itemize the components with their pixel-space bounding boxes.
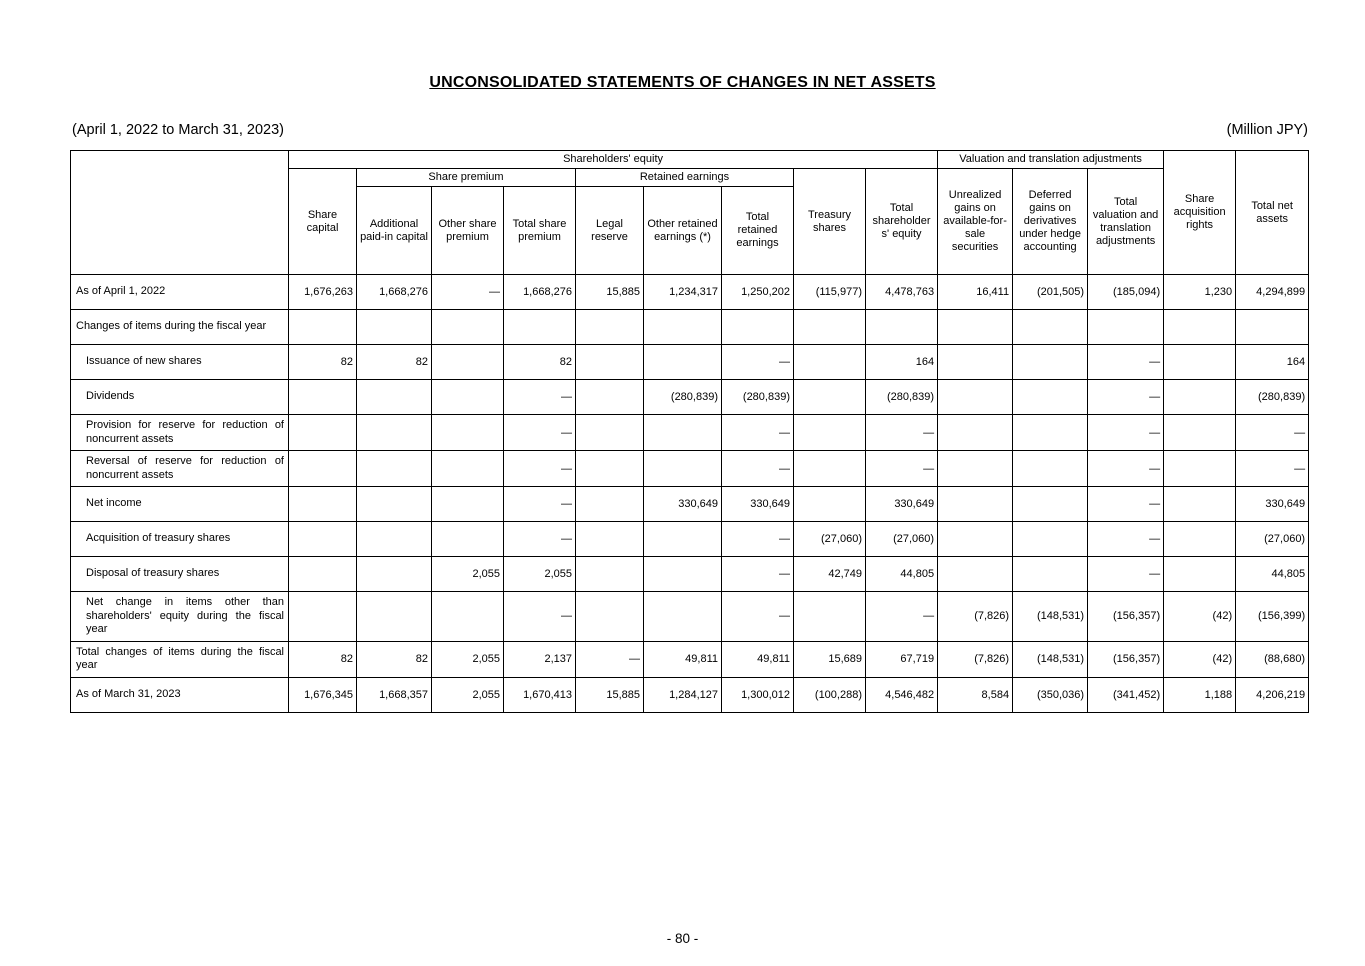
table-row <box>71 345 1309 380</box>
table-cell: (350,036) <box>1013 677 1088 712</box>
table-cell: — <box>432 275 504 310</box>
table-cell: — <box>504 380 576 415</box>
table-cell <box>432 310 504 345</box>
table-cell <box>289 380 357 415</box>
table-cell <box>794 592 866 642</box>
table-cell <box>1164 310 1236 345</box>
row-label: As of April 1, 2022 <box>71 275 289 310</box>
table-cell <box>938 522 1013 557</box>
row-label-header <box>71 151 289 275</box>
table-cell: — <box>1088 380 1164 415</box>
col-deferred-gains: Deferred gains on derivatives under hedge accounting <box>1013 169 1088 275</box>
table-cell: — <box>1088 487 1164 522</box>
table-cell <box>794 487 866 522</box>
table-cell: (27,060) <box>794 522 866 557</box>
table-cell: 1,300,012 <box>722 677 794 712</box>
table-row <box>71 677 1309 712</box>
table-cell <box>794 451 866 487</box>
table-cell: 44,805 <box>1236 557 1309 592</box>
table-cell: — <box>1236 415 1309 451</box>
table-cell <box>432 522 504 557</box>
row-label: Disposal of treasury shares <box>71 557 289 592</box>
table-cell <box>938 451 1013 487</box>
table-cell: 2,137 <box>504 641 576 677</box>
table-cell: 4,206,219 <box>1236 677 1309 712</box>
col-legal-reserve: Legal reserve <box>576 187 644 275</box>
col-total-shareholders-equity: Total shareholder s' equity <box>866 169 938 275</box>
table-cell: 15,885 <box>576 677 644 712</box>
table-row <box>71 557 1309 592</box>
table-cell: 1,676,263 <box>289 275 357 310</box>
table-cell <box>1088 310 1164 345</box>
table-cell: 1,668,276 <box>357 275 432 310</box>
table-cell <box>1013 487 1088 522</box>
table-cell <box>576 557 644 592</box>
table-cell <box>938 487 1013 522</box>
table-cell: — <box>866 592 938 642</box>
table-cell: (156,399) <box>1236 592 1309 642</box>
table-cell <box>289 522 357 557</box>
table-cell <box>576 487 644 522</box>
table-cell: 1,188 <box>1164 677 1236 712</box>
table-cell: — <box>504 415 576 451</box>
group-valuation-translation: Valuation and translation adjustments <box>938 151 1164 169</box>
table-cell <box>357 310 432 345</box>
table-cell: — <box>1236 451 1309 487</box>
table-cell: — <box>1088 345 1164 380</box>
table-cell: 82 <box>504 345 576 380</box>
table-cell: — <box>866 451 938 487</box>
table-cell: (156,357) <box>1088 641 1164 677</box>
table-cell: 1,668,357 <box>357 677 432 712</box>
table-cell: 330,649 <box>722 487 794 522</box>
col-share-acquisition-rights: Share acquisition rights <box>1164 151 1236 275</box>
table-cell: (115,977) <box>794 275 866 310</box>
table-cell <box>938 310 1013 345</box>
table-cell: — <box>1088 557 1164 592</box>
table-cell <box>938 345 1013 380</box>
table-cell <box>432 592 504 642</box>
table-cell <box>432 415 504 451</box>
table-cell: 164 <box>866 345 938 380</box>
table-cell: (185,094) <box>1088 275 1164 310</box>
table-row <box>71 522 1309 557</box>
table-row <box>71 310 1309 345</box>
row-label: Issuance of new shares <box>71 345 289 380</box>
col-total-valuation: Total valuation and translation adjustments <box>1088 169 1164 275</box>
col-total-share-premium: Total share premium <box>504 187 576 275</box>
table-cell <box>1013 451 1088 487</box>
table-row <box>71 451 1309 487</box>
table-cell <box>644 451 722 487</box>
table-cell: (88,680) <box>1236 641 1309 677</box>
table-cell: — <box>504 522 576 557</box>
table-cell <box>1164 415 1236 451</box>
table-cell: 42,749 <box>794 557 866 592</box>
table-cell: 67,719 <box>866 641 938 677</box>
table-header <box>71 151 1309 275</box>
col-unrealized-gains: Unrealized gains on available-for-sale securities <box>938 169 1013 275</box>
table-cell <box>289 451 357 487</box>
group-retained-earnings: Retained earnings <box>576 169 794 187</box>
col-other-share-premium: Other share premium <box>432 187 504 275</box>
table-cell <box>1013 380 1088 415</box>
table-cell: — <box>504 451 576 487</box>
table-cell <box>1164 451 1236 487</box>
col-other-retained-earnings: Other retained earnings (*) <box>644 187 722 275</box>
table-cell <box>1013 557 1088 592</box>
table-cell <box>1236 310 1309 345</box>
header-group-row-1 <box>71 151 1309 169</box>
table-cell: (280,839) <box>1236 380 1309 415</box>
table-cell <box>1013 415 1088 451</box>
table-cell: 49,811 <box>722 641 794 677</box>
table-cell: (148,531) <box>1013 592 1088 642</box>
col-total-retained-earnings: Total retained earnings <box>722 187 794 275</box>
table-cell <box>938 557 1013 592</box>
table-cell: 82 <box>357 641 432 677</box>
table-cell: (27,060) <box>1236 522 1309 557</box>
table-cell: (100,288) <box>794 677 866 712</box>
table-cell: 82 <box>289 345 357 380</box>
table-cell: (27,060) <box>866 522 938 557</box>
row-label: Net income <box>71 487 289 522</box>
table-cell: 16,411 <box>938 275 1013 310</box>
table-cell: (7,826) <box>938 592 1013 642</box>
table-cell: — <box>576 641 644 677</box>
table-cell: (42) <box>1164 641 1236 677</box>
table-cell <box>357 522 432 557</box>
table-cell: 1,284,127 <box>644 677 722 712</box>
table-cell <box>576 310 644 345</box>
row-label: Total changes of items during the fiscal year <box>71 641 289 677</box>
table-cell: 1,676,345 <box>289 677 357 712</box>
row-label: As of March 31, 2023 <box>71 677 289 712</box>
table-cell: (341,452) <box>1088 677 1164 712</box>
table-cell: — <box>722 451 794 487</box>
table-row <box>71 380 1309 415</box>
table-cell <box>1013 310 1088 345</box>
table-cell <box>289 310 357 345</box>
table-cell <box>938 380 1013 415</box>
table-cell <box>1164 380 1236 415</box>
table-cell: (148,531) <box>1013 641 1088 677</box>
table-cell <box>1013 345 1088 380</box>
period-label: (April 1, 2022 to March 31, 2023) <box>72 122 284 138</box>
table-cell: — <box>1088 522 1164 557</box>
page-title-text: UNCONSOLIDATED STATEMENTS OF CHANGES IN NET ASSETS <box>429 74 936 91</box>
table-body <box>71 275 1309 713</box>
table-cell: 44,805 <box>866 557 938 592</box>
changes-in-net-assets-table <box>70 150 1309 713</box>
table-cell: 15,885 <box>576 275 644 310</box>
table-cell: 2,055 <box>432 677 504 712</box>
table-row <box>71 592 1309 642</box>
table-row <box>71 415 1309 451</box>
table-cell <box>432 451 504 487</box>
col-additional-paid-in-capital: Additional paid-in capital <box>357 187 432 275</box>
table-cell: 2,055 <box>432 641 504 677</box>
table-cell: 1,230 <box>1164 275 1236 310</box>
table-cell: — <box>722 345 794 380</box>
table-cell <box>357 557 432 592</box>
table-cell: (280,839) <box>866 380 938 415</box>
table-cell <box>1164 557 1236 592</box>
row-label: Provision for reserve for reduction of noncurrent assets <box>71 415 289 451</box>
col-total-net-assets: Total net assets <box>1236 151 1309 275</box>
table-cell <box>576 522 644 557</box>
table-cell: 4,546,482 <box>866 677 938 712</box>
table-cell <box>357 451 432 487</box>
table-cell <box>644 310 722 345</box>
table-cell: 82 <box>289 641 357 677</box>
row-label: Changes of items during the fiscal year <box>71 310 289 345</box>
table-cell: 2,055 <box>432 557 504 592</box>
table-row <box>71 641 1309 677</box>
table-cell <box>504 310 576 345</box>
table-cell <box>1164 522 1236 557</box>
table-cell: 1,234,317 <box>644 275 722 310</box>
table-cell <box>357 592 432 642</box>
row-label: Acquisition of treasury shares <box>71 522 289 557</box>
table-cell <box>289 592 357 642</box>
table-cell <box>432 345 504 380</box>
table-cell <box>644 415 722 451</box>
table-cell: 1,670,413 <box>504 677 576 712</box>
table-cell: 1,668,276 <box>504 275 576 310</box>
table-cell: (156,357) <box>1088 592 1164 642</box>
table-cell <box>644 557 722 592</box>
table-cell <box>576 415 644 451</box>
table-cell <box>722 310 794 345</box>
table-cell <box>794 310 866 345</box>
table-cell: — <box>722 592 794 642</box>
table-cell: (280,839) <box>722 380 794 415</box>
col-share-capital: Share capital <box>289 169 357 275</box>
table-cell <box>289 487 357 522</box>
table-row <box>71 487 1309 522</box>
table-cell: 330,649 <box>644 487 722 522</box>
page-number: - 80 - <box>666 931 699 946</box>
table-cell: — <box>1088 451 1164 487</box>
table-cell <box>357 380 432 415</box>
table-cell <box>866 310 938 345</box>
table-cell: 49,811 <box>644 641 722 677</box>
table-cell: 4,478,763 <box>866 275 938 310</box>
subhead-row <box>72 122 1308 138</box>
table-cell: (42) <box>1164 592 1236 642</box>
table-cell: 15,689 <box>794 641 866 677</box>
table-cell <box>1164 487 1236 522</box>
table-cell <box>357 487 432 522</box>
table-cell <box>644 522 722 557</box>
table-cell: 164 <box>1236 345 1309 380</box>
table-cell <box>576 592 644 642</box>
table-cell <box>938 415 1013 451</box>
table-cell <box>576 380 644 415</box>
row-label: Net change in items other than shareholders' equity during the fiscal year <box>71 592 289 642</box>
table-cell <box>1013 522 1088 557</box>
table-cell: 4,294,899 <box>1236 275 1309 310</box>
group-shareholders-equity: Shareholders' equity <box>289 151 938 169</box>
table-cell <box>794 345 866 380</box>
table-cell: (280,839) <box>644 380 722 415</box>
row-label: Dividends <box>71 380 289 415</box>
table-cell: (7,826) <box>938 641 1013 677</box>
table-cell <box>432 380 504 415</box>
table-cell: (201,505) <box>1013 275 1088 310</box>
table-cell <box>289 557 357 592</box>
table-cell: 330,649 <box>866 487 938 522</box>
table-cell: 1,250,202 <box>722 275 794 310</box>
table-cell: — <box>722 415 794 451</box>
table-row <box>71 275 1309 310</box>
col-treasury-shares: Treasury shares <box>794 169 866 275</box>
table-cell: 2,055 <box>504 557 576 592</box>
table-cell: — <box>722 557 794 592</box>
table-cell <box>357 415 432 451</box>
table-cell <box>576 451 644 487</box>
table-cell: 330,649 <box>1236 487 1309 522</box>
table-cell <box>644 592 722 642</box>
group-share-premium: Share premium <box>357 169 576 187</box>
table-cell: — <box>1088 415 1164 451</box>
table-cell <box>432 487 504 522</box>
table-cell <box>1164 345 1236 380</box>
page-title <box>0 0 1365 92</box>
table-cell <box>644 345 722 380</box>
table-cell: — <box>722 522 794 557</box>
table-cell: 82 <box>357 345 432 380</box>
table-cell <box>289 415 357 451</box>
table-cell <box>794 380 866 415</box>
table-cell: — <box>504 487 576 522</box>
row-label: Reversal of reserve for reduction of noncurrent assets <box>71 451 289 487</box>
table-cell: — <box>866 415 938 451</box>
table-cell <box>576 345 644 380</box>
unit-label: (Million JPY) <box>1226 122 1308 138</box>
table-cell <box>794 415 866 451</box>
table-cell: — <box>504 592 576 642</box>
table-cell: 8,584 <box>938 677 1013 712</box>
